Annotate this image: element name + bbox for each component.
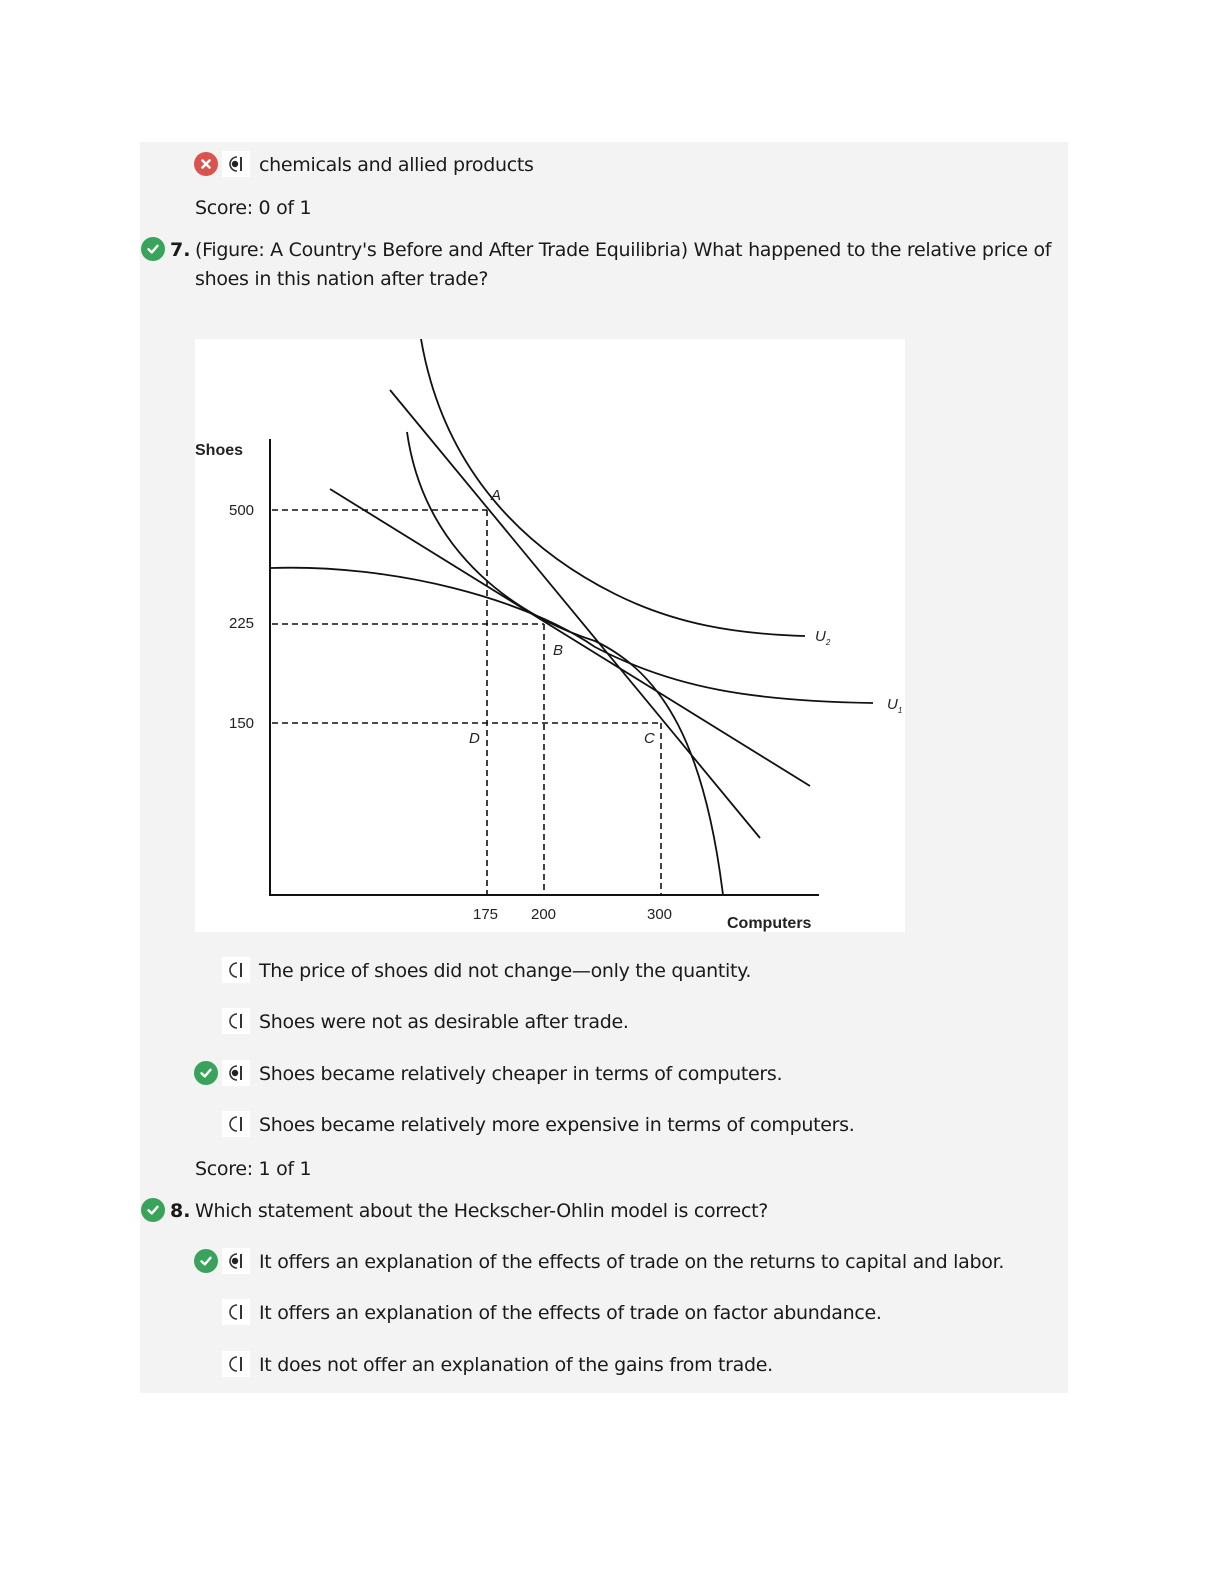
world-price-line: [390, 390, 760, 838]
point-label-c: C: [644, 730, 655, 747]
x-tick-300: 300: [647, 906, 673, 923]
answer-option-1[interactable]: It offers an explanation of the effects of trade on the returns to capital and labor.: [259, 1251, 1005, 1273]
radio-icon[interactable]: [222, 957, 250, 983]
y-axis-label: Shoes: [195, 442, 244, 459]
question-number: 8.: [170, 1200, 191, 1222]
curve-label-u1: $U_1$: [887, 696, 903, 715]
autarky-price-line: [330, 489, 810, 786]
radio-icon[interactable]: [222, 1008, 250, 1034]
check-circle-icon: [194, 1061, 218, 1085]
y-tick-225: 225: [229, 615, 255, 632]
question-text: Which statement about the Heckscher-Ohlin model is correct?: [195, 1200, 769, 1222]
chart-svg: [195, 339, 905, 932]
radio-icon[interactable]: [222, 1060, 250, 1086]
answer-option-1[interactable]: The price of shoes did not change—only the quantity.: [259, 960, 752, 982]
radio-icon[interactable]: [222, 1299, 250, 1325]
score-text: Score: 0 of 1: [195, 197, 312, 219]
question-text-continued: shoes in this nation after trade?: [195, 268, 489, 290]
score-text: Score: 1 of 1: [195, 1158, 312, 1180]
question-number: 7.: [170, 239, 191, 261]
point-label-a: A: [491, 487, 502, 504]
point-label-b: B: [553, 642, 564, 659]
check-circle-icon: [141, 1198, 165, 1222]
answer-option-2[interactable]: Shoes were not as desirable after trade.: [259, 1011, 629, 1033]
indifference-curve-u2: [421, 339, 805, 636]
curve-label-u2: $U_2$: [815, 628, 831, 647]
x-tick-200: 200: [531, 906, 557, 923]
guide-lines: [272, 510, 661, 894]
x-axis-label: Computers: [727, 915, 812, 932]
answer-option-3[interactable]: It does not offer an explanation of the gains from trade.: [259, 1354, 773, 1376]
radio-icon[interactable]: [222, 1248, 250, 1274]
y-tick-500: 500: [229, 502, 255, 519]
answer-option-3[interactable]: Shoes became relatively cheaper in terms of computers.: [259, 1063, 783, 1085]
x-tick-175: 175: [473, 906, 499, 923]
selected-answer-text: chemicals and allied products: [259, 154, 534, 176]
answer-option-4[interactable]: Shoes became relatively more expensive in terms of computers.: [259, 1114, 855, 1136]
radio-icon[interactable]: [222, 151, 250, 177]
y-tick-150: 150: [229, 715, 255, 732]
x-circle-icon: [194, 152, 218, 176]
trade-equilibria-figure: [195, 339, 905, 932]
production-possibilities-frontier: [407, 432, 723, 895]
check-circle-icon: [141, 237, 165, 261]
point-label-d: D: [469, 730, 480, 747]
radio-icon[interactable]: [222, 1351, 250, 1377]
radio-icon[interactable]: [222, 1111, 250, 1137]
answer-option-2[interactable]: It offers an explanation of the effects of trade on factor abundance.: [259, 1302, 882, 1324]
check-circle-icon: [194, 1249, 218, 1273]
question-text: (Figure: A Country's Before and After Trade Equilibria) What happened to the relative price of: [195, 239, 1052, 261]
